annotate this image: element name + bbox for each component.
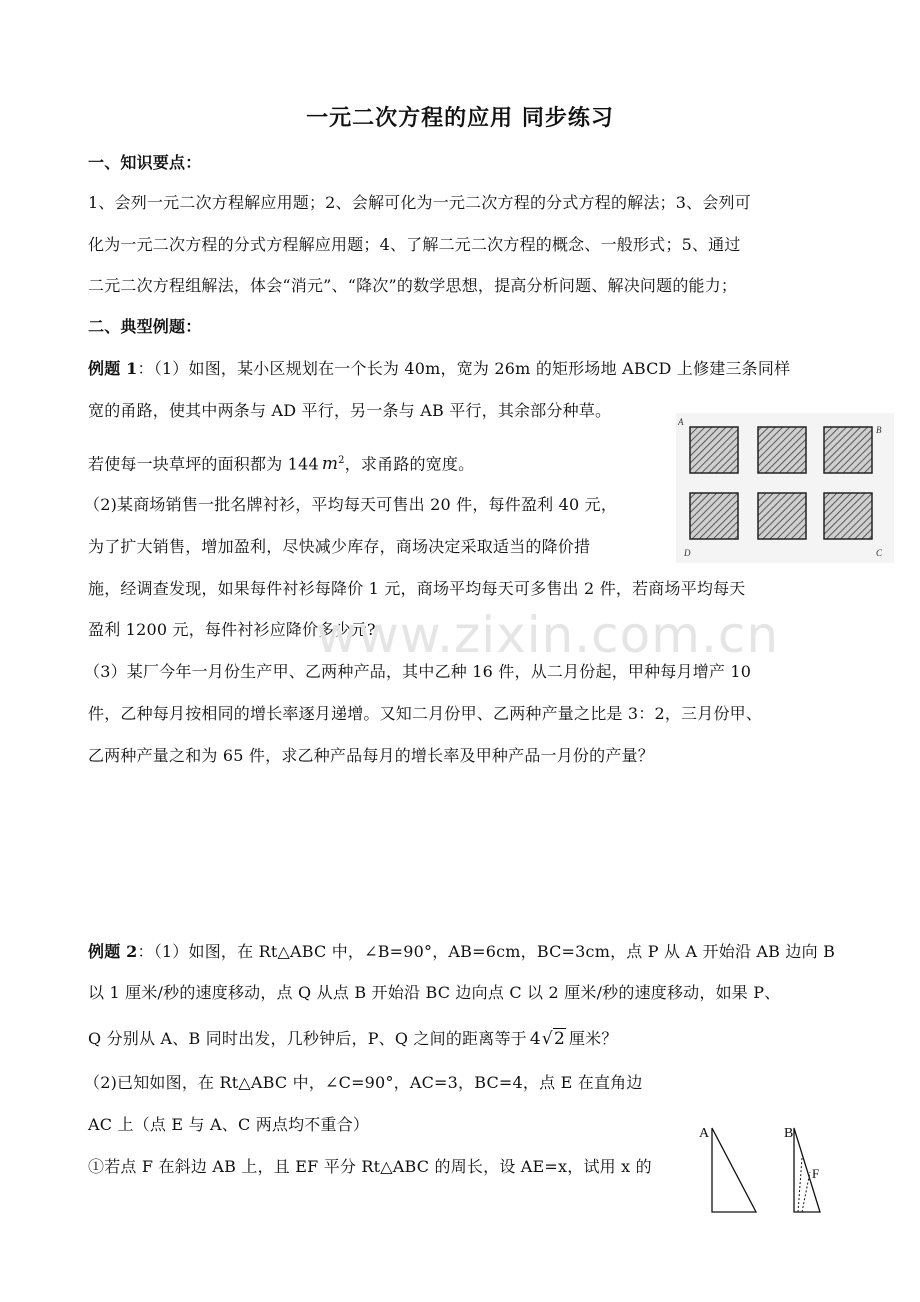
unit-exp: 2: [338, 455, 345, 466]
example2-line-5: AC 上（点 E 与 A、C 两点均不重合）: [88, 1115, 370, 1134]
knowledge-line-1: 1、会列一元二次方程解应用题；2、会解可化为一元二次方程的分式方程的解法；3、会列可: [88, 193, 751, 212]
dashed-segment-2: [798, 1158, 802, 1212]
knowledge-line-2: 化为一元二次方程的分式方程解应用题；4、了解二元二次方程的概念、一般形式；5、通过: [88, 235, 741, 254]
tri-label-f: F: [812, 1166, 820, 1181]
grass-plot: [690, 427, 738, 473]
field-figure: [676, 413, 894, 563]
triangle-abc-1: [712, 1128, 756, 1212]
sqrt-coef: 4: [529, 1029, 541, 1049]
example1-line-2: 宽的甬路，使其中两条与 AD 平行，另一条与 AB 平行，其余部分种草。: [88, 401, 612, 420]
sqrt-arg: 2: [553, 1029, 565, 1049]
label-a: A: [678, 417, 684, 427]
example2-text-3: Q 分别从 A、B 同时出发，几秒钟后，P、Q 之间的距离等于: [88, 1029, 527, 1048]
sqrt-expression: 4√2: [529, 1029, 565, 1049]
example1-line-5: （2)某商场销售一批名牌衬衫，平均每天可售出 20 件，每件盈利 40 元，: [84, 495, 618, 514]
label-b: B: [876, 425, 882, 435]
example1-line-7: 施，经调查发现，如果每件衬衫每降价 1 元，商场平均每天可多售出 2 件，若商场平均每天: [88, 579, 746, 598]
example1-text-1: ：（1）如图，某小区规划在一个长为 40m，宽为 26m 的矩形场地 ABCD 上修建三条同样: [137, 359, 791, 378]
unit-m: m: [321, 454, 339, 475]
page-title: 一元二次方程的应用 同步练习: [306, 105, 614, 131]
example1-text-4: ，求甬路的宽度。: [344, 454, 475, 474]
grass-plot: [758, 427, 806, 473]
example2-text-4: 厘米？: [568, 1029, 618, 1048]
example2-text-1: ：（1）如图，在 Rt△ABC 中，∠B=90°，AB=6cm，BC=3cm，点 P 从 A 开始沿 AB 边向 B: [137, 942, 836, 961]
example1-line-8: 盈利 1200 元，每件衬衫应降价多少元?: [88, 620, 376, 639]
example1-line-10: 件，乙种每月按相同的增长率逐月递增。又知二月份甲、乙两种产量之比是 3：2，三月份甲、: [88, 704, 763, 723]
example1-label: 例题 1: [88, 359, 138, 378]
examples-heading: 二、典型例题：: [88, 317, 202, 336]
knowledge-heading: 一、知识要点：: [88, 153, 202, 172]
example1-line-9: （3）某厂今年一月份生产甲、乙两种产品，其中乙种 16 件，从二月份起，甲种每月增产 10: [84, 662, 752, 681]
example2-line-4: （2)已知如图，在 Rt△ABC 中，∠C=90°，AC=3，BC=4，点 E 在直角边: [84, 1073, 643, 1092]
grass-plot: [824, 493, 872, 539]
knowledge-line-3: 二元二次方程组解法，体会“消元”、“降次”的数学思想，提高分析问题、解决问题的能力；: [88, 276, 738, 295]
example2-line-2: 以 1 厘米/秒的速度移动，点 Q 从点 B 开始沿 BC 边向点 C 以 2 厘米/秒的速度移动，如果 P、: [88, 983, 781, 1002]
example2-line-1: [88, 942, 835, 962]
example1-line-6: 为了扩大销售，增加盈利，尽快减少库存，商场决定采取适当的降价措: [88, 537, 591, 556]
example2-label: 例题 2: [88, 942, 138, 961]
label-c: C: [876, 548, 883, 558]
grass-plot: [758, 493, 806, 539]
watermark: www.zixin.com.cn: [316, 606, 780, 664]
tri-label-a: A: [699, 1126, 710, 1141]
example1-line-11: 乙两种产量之和为 65 件，求乙种产品每月的增长率及甲种产品一月份的产量？: [88, 746, 654, 765]
tri-label-b: B: [784, 1126, 794, 1141]
grass-plot: [690, 493, 738, 539]
grass-plot: [824, 427, 872, 473]
example1-line-3: [88, 451, 474, 474]
triangle-figures: [698, 1120, 848, 1216]
example1-text-3: 若使每一块草坪的面积都为 144: [88, 454, 319, 474]
example2-line-3: [88, 1029, 618, 1049]
example2-line-6: ①若点 F 在斜边 AB 上，且 EF 平分 Rt△ABC 的周长，设 AE=x，试用 x 的: [88, 1157, 652, 1176]
example1-line-1: [88, 359, 790, 379]
label-d: D: [684, 548, 691, 558]
